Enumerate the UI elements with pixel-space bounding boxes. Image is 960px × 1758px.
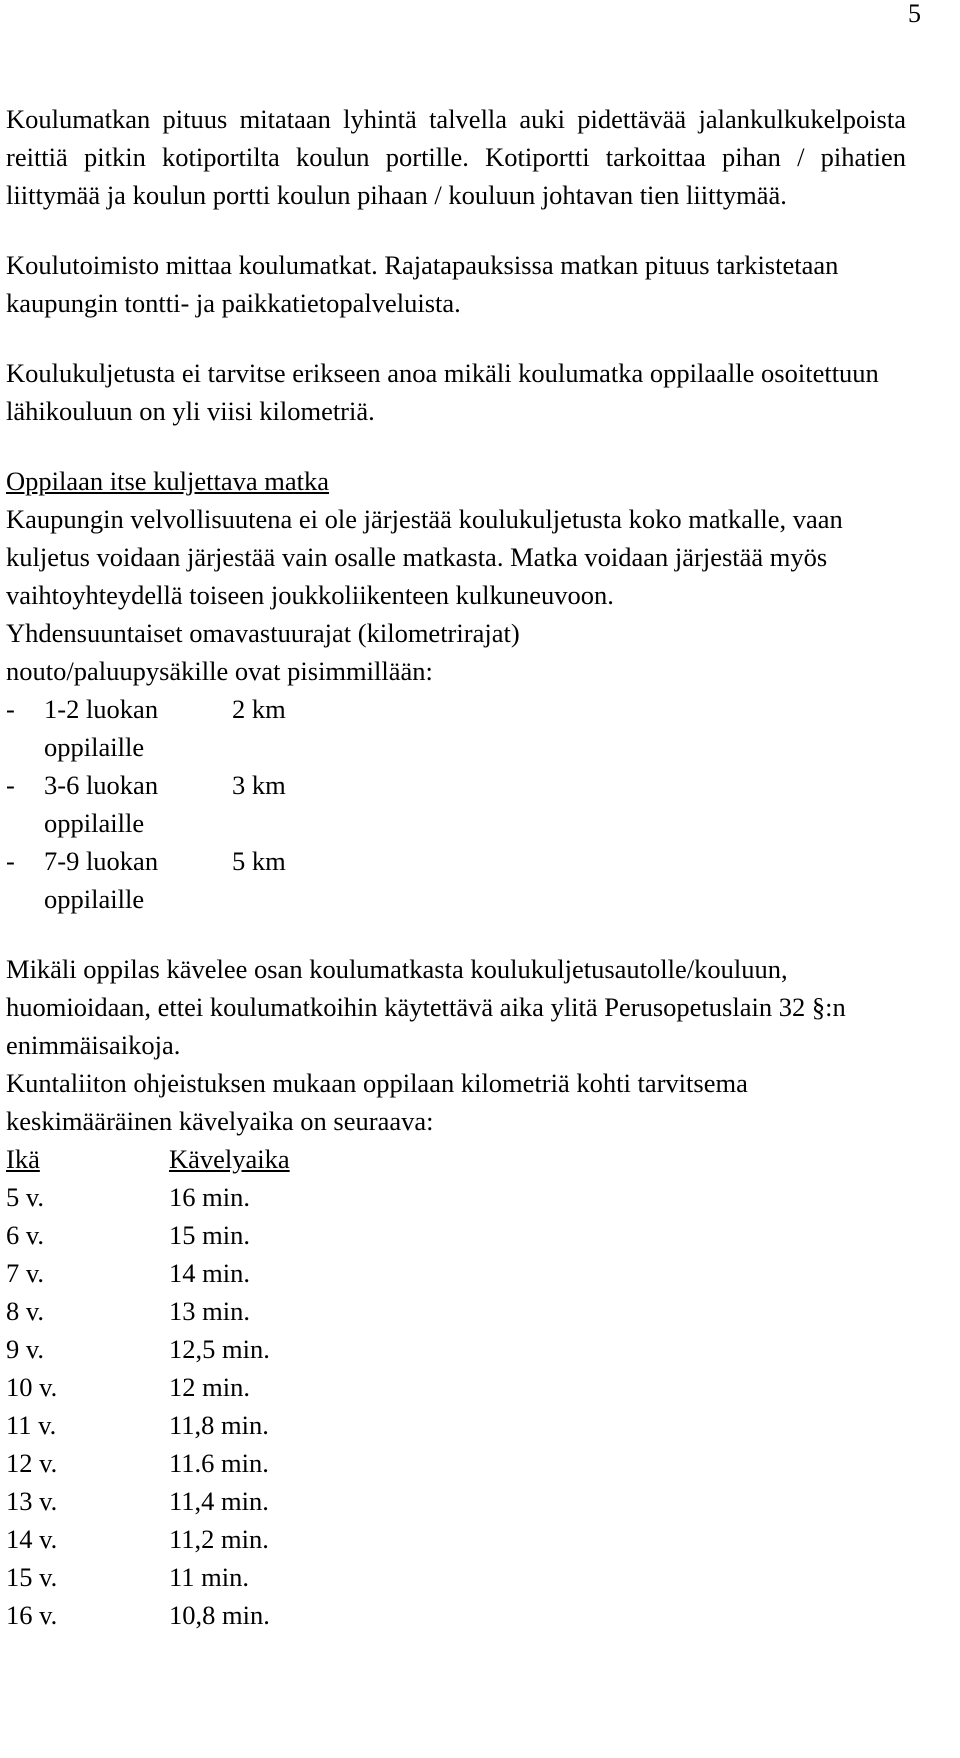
header-age: Ikä [6, 1144, 40, 1174]
grade-group: 3-6 luokan oppilaille [44, 770, 159, 838]
table-header-row [6, 1140, 906, 1178]
age-cell: 6 v. [6, 1220, 45, 1250]
table-row [6, 1178, 906, 1216]
walking-time-cell: 11.6 min. [169, 1448, 269, 1478]
age-cell: 5 v. [6, 1182, 45, 1212]
table-row [6, 1254, 906, 1292]
list-dash: - [6, 846, 15, 876]
list-dash: - [6, 770, 15, 800]
age-cell: 15 v. [6, 1562, 58, 1592]
table-row [6, 1596, 906, 1634]
list-dash: - [6, 694, 15, 724]
header-walking-time: Kävelyaika [169, 1144, 290, 1174]
age-cell: 9 v. [6, 1334, 45, 1364]
age-cell: 12 v. [6, 1448, 58, 1478]
document-body [6, 100, 906, 1634]
walking-time-cell: 11,4 min. [169, 1486, 269, 1516]
age-cell: 10 v. [6, 1372, 58, 1402]
limits-list [6, 690, 906, 918]
page-number: 5 [908, 0, 921, 28]
paragraph-no-application: Koulukuljetusta ei tarvitse erikseen anoa mikäli koulumatka oppilaalle osoitettuun lähikouluun on yli viisi kilometriä. [6, 358, 879, 426]
walking-time-cell: 11,8 min. [169, 1410, 269, 1440]
list-item [6, 766, 906, 842]
grade-group: 7-9 luokan oppilaille [44, 846, 159, 914]
age-cell: 11 v. [6, 1410, 57, 1440]
table-row [6, 1482, 906, 1520]
walking-time-cell: 16 min. [169, 1182, 250, 1212]
list-item [6, 690, 906, 766]
paragraph-office: Koulutoimisto mittaa koulumatkat. Rajatapauksissa matkan pituus tarkistetaan kaupungin tontti- ja paikkatietopalveluista. [6, 250, 839, 318]
walking-time-cell: 10,8 min. [169, 1600, 270, 1630]
distance-limit: 2 km [232, 694, 286, 724]
walking-time-table [6, 1140, 906, 1634]
age-cell: 16 v. [6, 1600, 58, 1630]
age-cell: 13 v. [6, 1486, 58, 1516]
table-row [6, 1558, 906, 1596]
distance-limit: 5 km [232, 846, 286, 876]
paragraph-partial-transport: Kaupungin velvollisuutena ei ole järjestää koulukuljetusta koko matkalle, vaan kuljetus voidaan järjestää vain osalle matkasta. Matka voidaan järjestää myös vaihtoyhteydellä toiseen joukkoliikenteen kulkuneuvoon. [6, 504, 843, 610]
table-row [6, 1292, 906, 1330]
table-row [6, 1216, 906, 1254]
distance-limit: 3 km [232, 770, 286, 800]
table-row [6, 1330, 906, 1368]
grade-group: 1-2 luokan oppilaille [44, 694, 159, 762]
paragraph-walking-speed-intro: Kuntaliiton ohjeistuksen mukaan oppilaan kilometriä kohti tarvitsema keskimääräinen kävelyaika on seuraava: [6, 1068, 748, 1136]
paragraph-measuring: Koulumatkan pituus mitataan lyhintä talvella auki pidettävää jalankulkukelpoista reittiä pitkin kotiportilta koulun portille. Kotiportti tarkoittaa pihan / pihatien liittymää ja koulun portti koulun pihaan / kouluun johtavan tien liittymää. [6, 104, 906, 210]
age-cell: 7 v. [6, 1258, 45, 1288]
paragraph-limits-intro-1: Yhdensuuntaiset omavastuurajat (kilometrirajat) [6, 618, 520, 648]
walking-time-cell: 11 min. [169, 1562, 249, 1592]
walking-time-cell: 12,5 min. [169, 1334, 270, 1364]
table-row [6, 1368, 906, 1406]
walking-time-cell: 14 min. [169, 1258, 250, 1288]
paragraph-walking-time: Mikäli oppilas kävelee osan koulumatkasta koulukuljetusautolle/kouluun, huomioidaan, ettei koulumatkoihin käytettävä aika ylitä Perusopetuslain 32 §:n enimmäisaikoja. [6, 954, 846, 1060]
list-item [6, 842, 906, 918]
table-row [6, 1444, 906, 1482]
table-row [6, 1406, 906, 1444]
age-cell: 8 v. [6, 1296, 45, 1326]
paragraph-limits-intro-2: nouto/paluupysäkille ovat pisimmillään: [6, 656, 433, 686]
table-row [6, 1520, 906, 1558]
walking-time-cell: 13 min. [169, 1296, 250, 1326]
walking-time-cell: 11,2 min. [169, 1524, 269, 1554]
walking-time-cell: 12 min. [169, 1372, 250, 1402]
section-heading: Oppilaan itse kuljettava matka [6, 466, 330, 496]
age-cell: 14 v. [6, 1524, 58, 1554]
walking-time-cell: 15 min. [169, 1220, 250, 1250]
